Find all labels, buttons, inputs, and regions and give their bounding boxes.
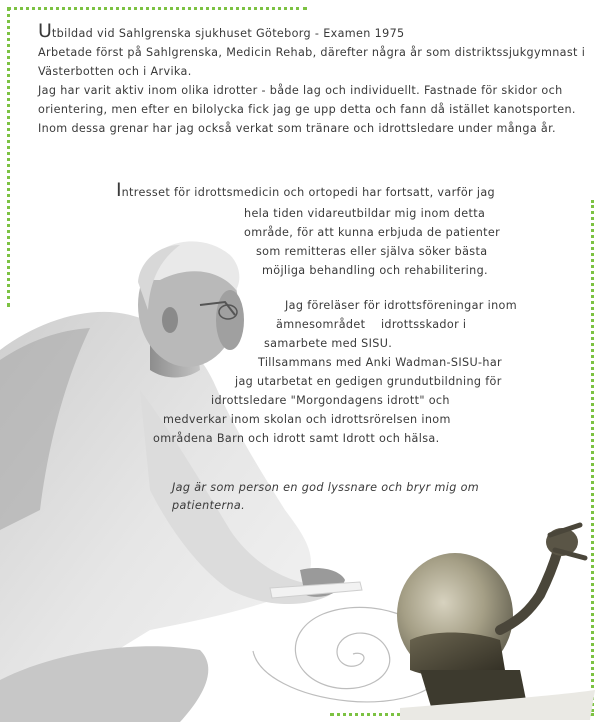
section3-line: Tillsammans med Anki Wadman-SISU-har bbox=[258, 356, 503, 369]
section3-line: områdena Barn och idrott samt Idrott och hälsa. bbox=[153, 432, 440, 445]
section2-heading-line bbox=[116, 181, 495, 202]
section2-line: hela tiden vidareutbildar mig inom detta bbox=[244, 207, 486, 220]
section3-line: Jag föreläser för idrottsföreningar inom bbox=[285, 299, 517, 312]
section2-line: område, för att kunna erbjuda de patienter bbox=[244, 226, 501, 239]
green-dotted-border-top bbox=[7, 7, 307, 14]
intro-heading-line bbox=[38, 22, 588, 43]
section3-line: jag utarbetat en gedigen grundutbildning för bbox=[235, 375, 502, 388]
section2-heading-text: ntresset för idrottsmedicin och ortopedi har fortsatt, varför jag bbox=[121, 186, 495, 199]
section2-line: möjliga behandling och rehabilitering. bbox=[262, 264, 488, 277]
section3-line: medverkar inom skolan och idrottsrörelsen inom bbox=[163, 413, 451, 426]
section3-line: idrottsledare "Morgondagens idrott" och bbox=[211, 394, 450, 407]
section3-line: samarbete med SISU. bbox=[264, 337, 393, 350]
intro-text-block bbox=[38, 22, 588, 138]
section2-line: som remitteras eller själva söker bästa bbox=[256, 245, 488, 258]
intro-paragraph: Arbetade först på Sahlgrenska, Medicin Rehab, därefter några år som distriktssjukgymnast i Västerbotten och i Arvika. bbox=[38, 46, 586, 78]
section3-line: ämnesområdet idrottsskador i bbox=[276, 318, 467, 331]
intro-heading-text: tbildad vid Sahlgrenska sjukhuset Göteborg - Examen 1975 bbox=[51, 27, 405, 40]
intro-paragraph: Inom dessa grenar har jag också verkat som tränare och idrottsledare under många år. bbox=[38, 122, 556, 135]
intro-paragraph: Jag har varit aktiv inom olika idrotter - både lag och individuellt. Fastnade för skidor och orientering, men efter en bilolycka fick jag ge upp detta och fann då istället kanotsporten. bbox=[38, 84, 576, 116]
drop-cap-letter: I bbox=[116, 179, 122, 201]
closing-quote: Jag är som person en god lyssnare och bryr mig om patienterna. bbox=[172, 481, 480, 512]
bronze-sculpture-image bbox=[380, 520, 595, 720]
drop-cap-letter: U bbox=[38, 20, 52, 42]
